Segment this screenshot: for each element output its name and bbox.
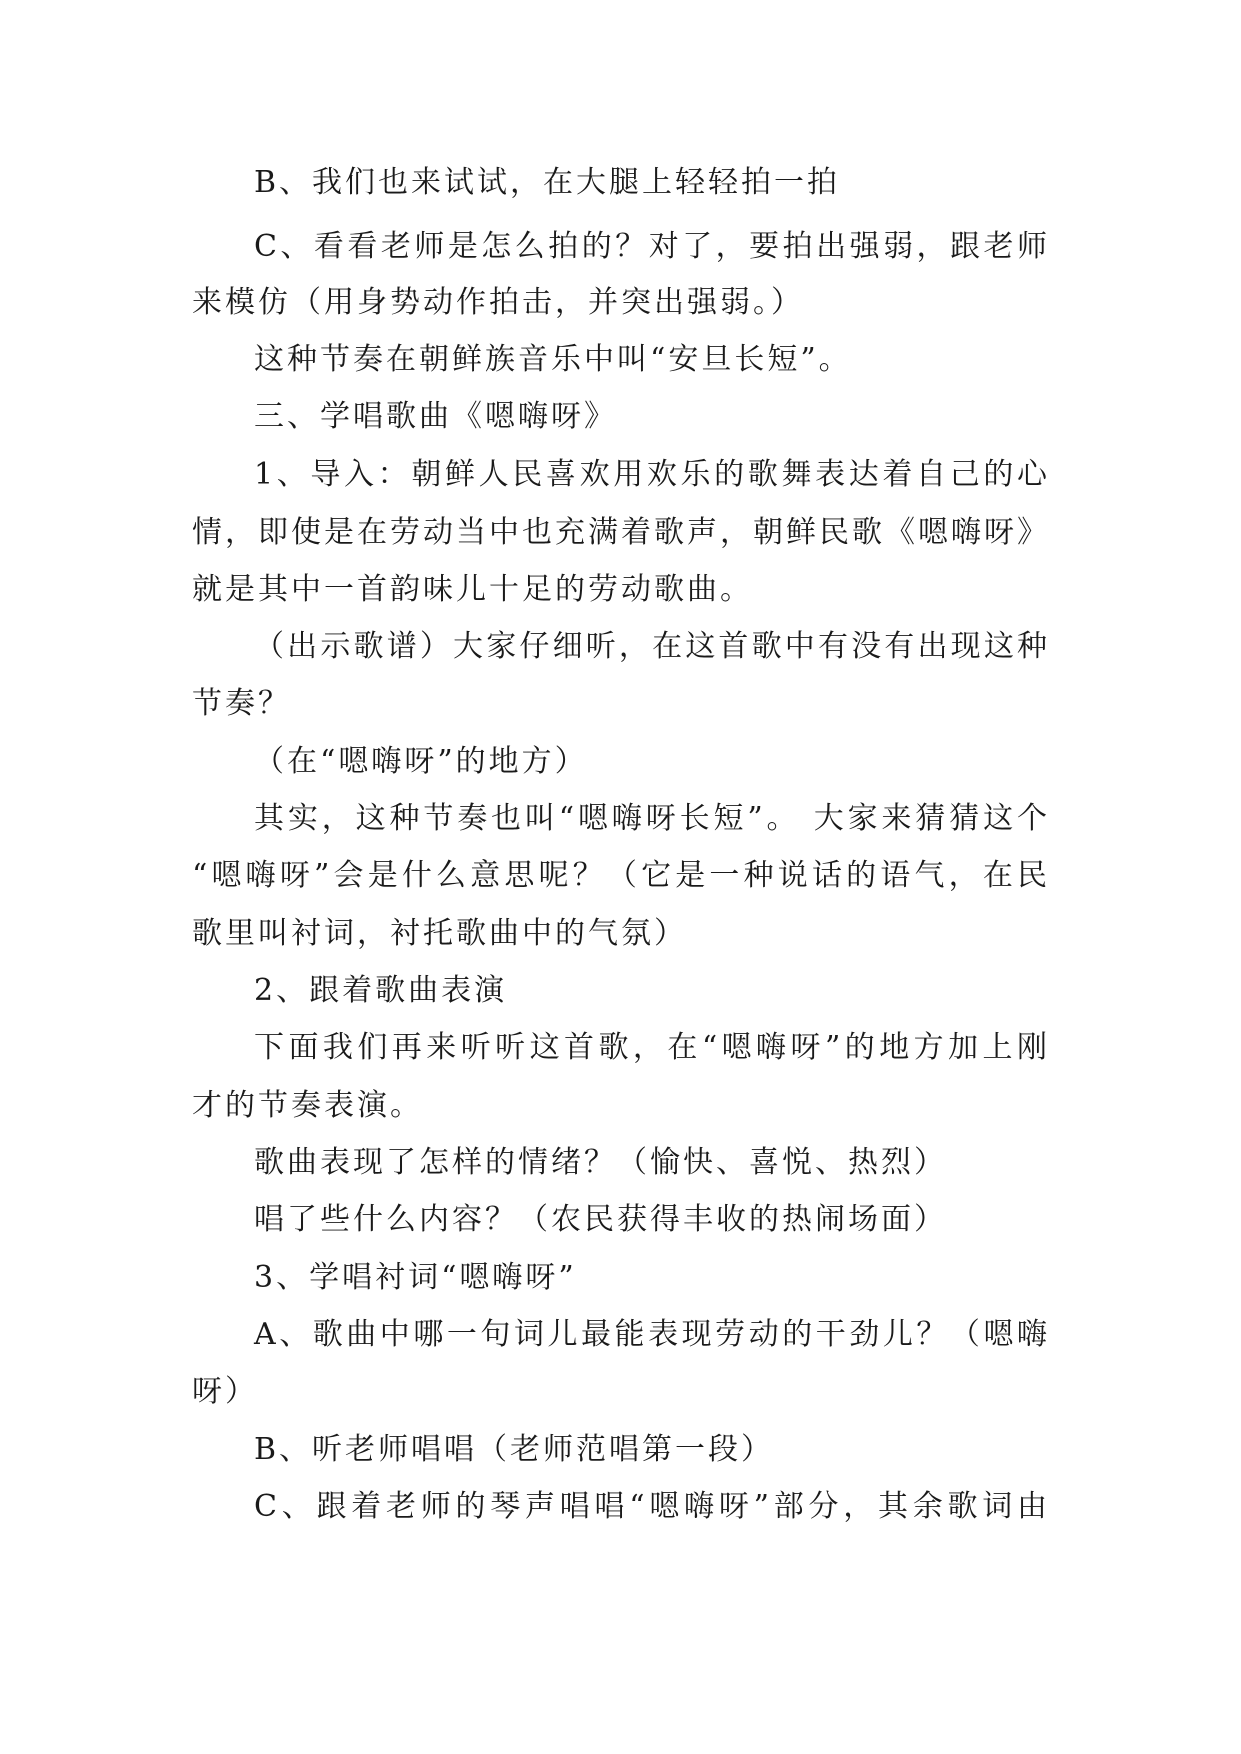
- text-line: 才的节奏表演。: [192, 1088, 423, 1123]
- text-line: 来模仿（用身势动作拍击，并突出强弱。）: [192, 285, 804, 320]
- text-line: B、听老师唱唱（老师范唱第一段）: [254, 1432, 775, 1467]
- text-line: 1、导入：朝鲜人民喜欢用欢乐的歌舞表达着自己的心: [254, 457, 1050, 492]
- section-heading: 三、学唱歌曲《嗯嗨呀》: [254, 399, 617, 434]
- text-line: B、我们也来试试，在大腿上轻轻拍一拍: [254, 165, 841, 200]
- text-line: C、看看老师是怎么拍的？对了，要拍出强弱，跟老师: [254, 229, 1050, 264]
- section-heading: 2、跟着歌曲表演: [254, 973, 508, 1008]
- text-line: 歌曲表现了怎样的情绪？（愉快、喜悦、热烈）: [254, 1145, 947, 1180]
- text-line: （在“嗯嗨呀”的地方）: [254, 744, 588, 779]
- text-line: 这种节奏在朝鲜族音乐中叫“安旦长短”。: [254, 342, 852, 377]
- text-line: 呀）: [192, 1374, 258, 1409]
- text-line: A、歌曲中哪一句词儿最能表现劳动的干劲儿？（嗯嗨: [254, 1317, 1050, 1352]
- section-heading: 3、学唱衬词“嗯嗨呀”: [254, 1260, 577, 1295]
- text-line: 唱了些什么内容？（农民获得丰收的热闹场面）: [254, 1202, 947, 1237]
- text-line: 就是其中一首韵味儿十足的劳动歌曲。: [192, 572, 753, 607]
- text-line: 歌里叫衬词，衬托歌曲中的气氛）: [192, 916, 687, 951]
- text-line: 情，即使是在劳动当中也充满着歌声，朝鲜民歌《嗯嗨呀》: [192, 515, 1050, 550]
- text-line: C、跟着老师的琴声唱唱“嗯嗨呀”部分，其余歌词由: [254, 1489, 1050, 1524]
- text-line: （出示歌谱）大家仔细听，在这首歌中有没有出现这种: [254, 629, 1050, 664]
- text-line: 下面我们再来听听这首歌，在“嗯嗨呀”的地方加上刚: [254, 1030, 1050, 1065]
- text-line: 节奏？: [192, 686, 291, 721]
- text-line: “嗯嗨呀”会是什么意思呢？（它是一种说话的语气，在民: [192, 858, 1050, 893]
- text-line: 其实，这种节奏也叫“嗯嗨呀长短”。 大家来猜猜这个: [254, 801, 1050, 836]
